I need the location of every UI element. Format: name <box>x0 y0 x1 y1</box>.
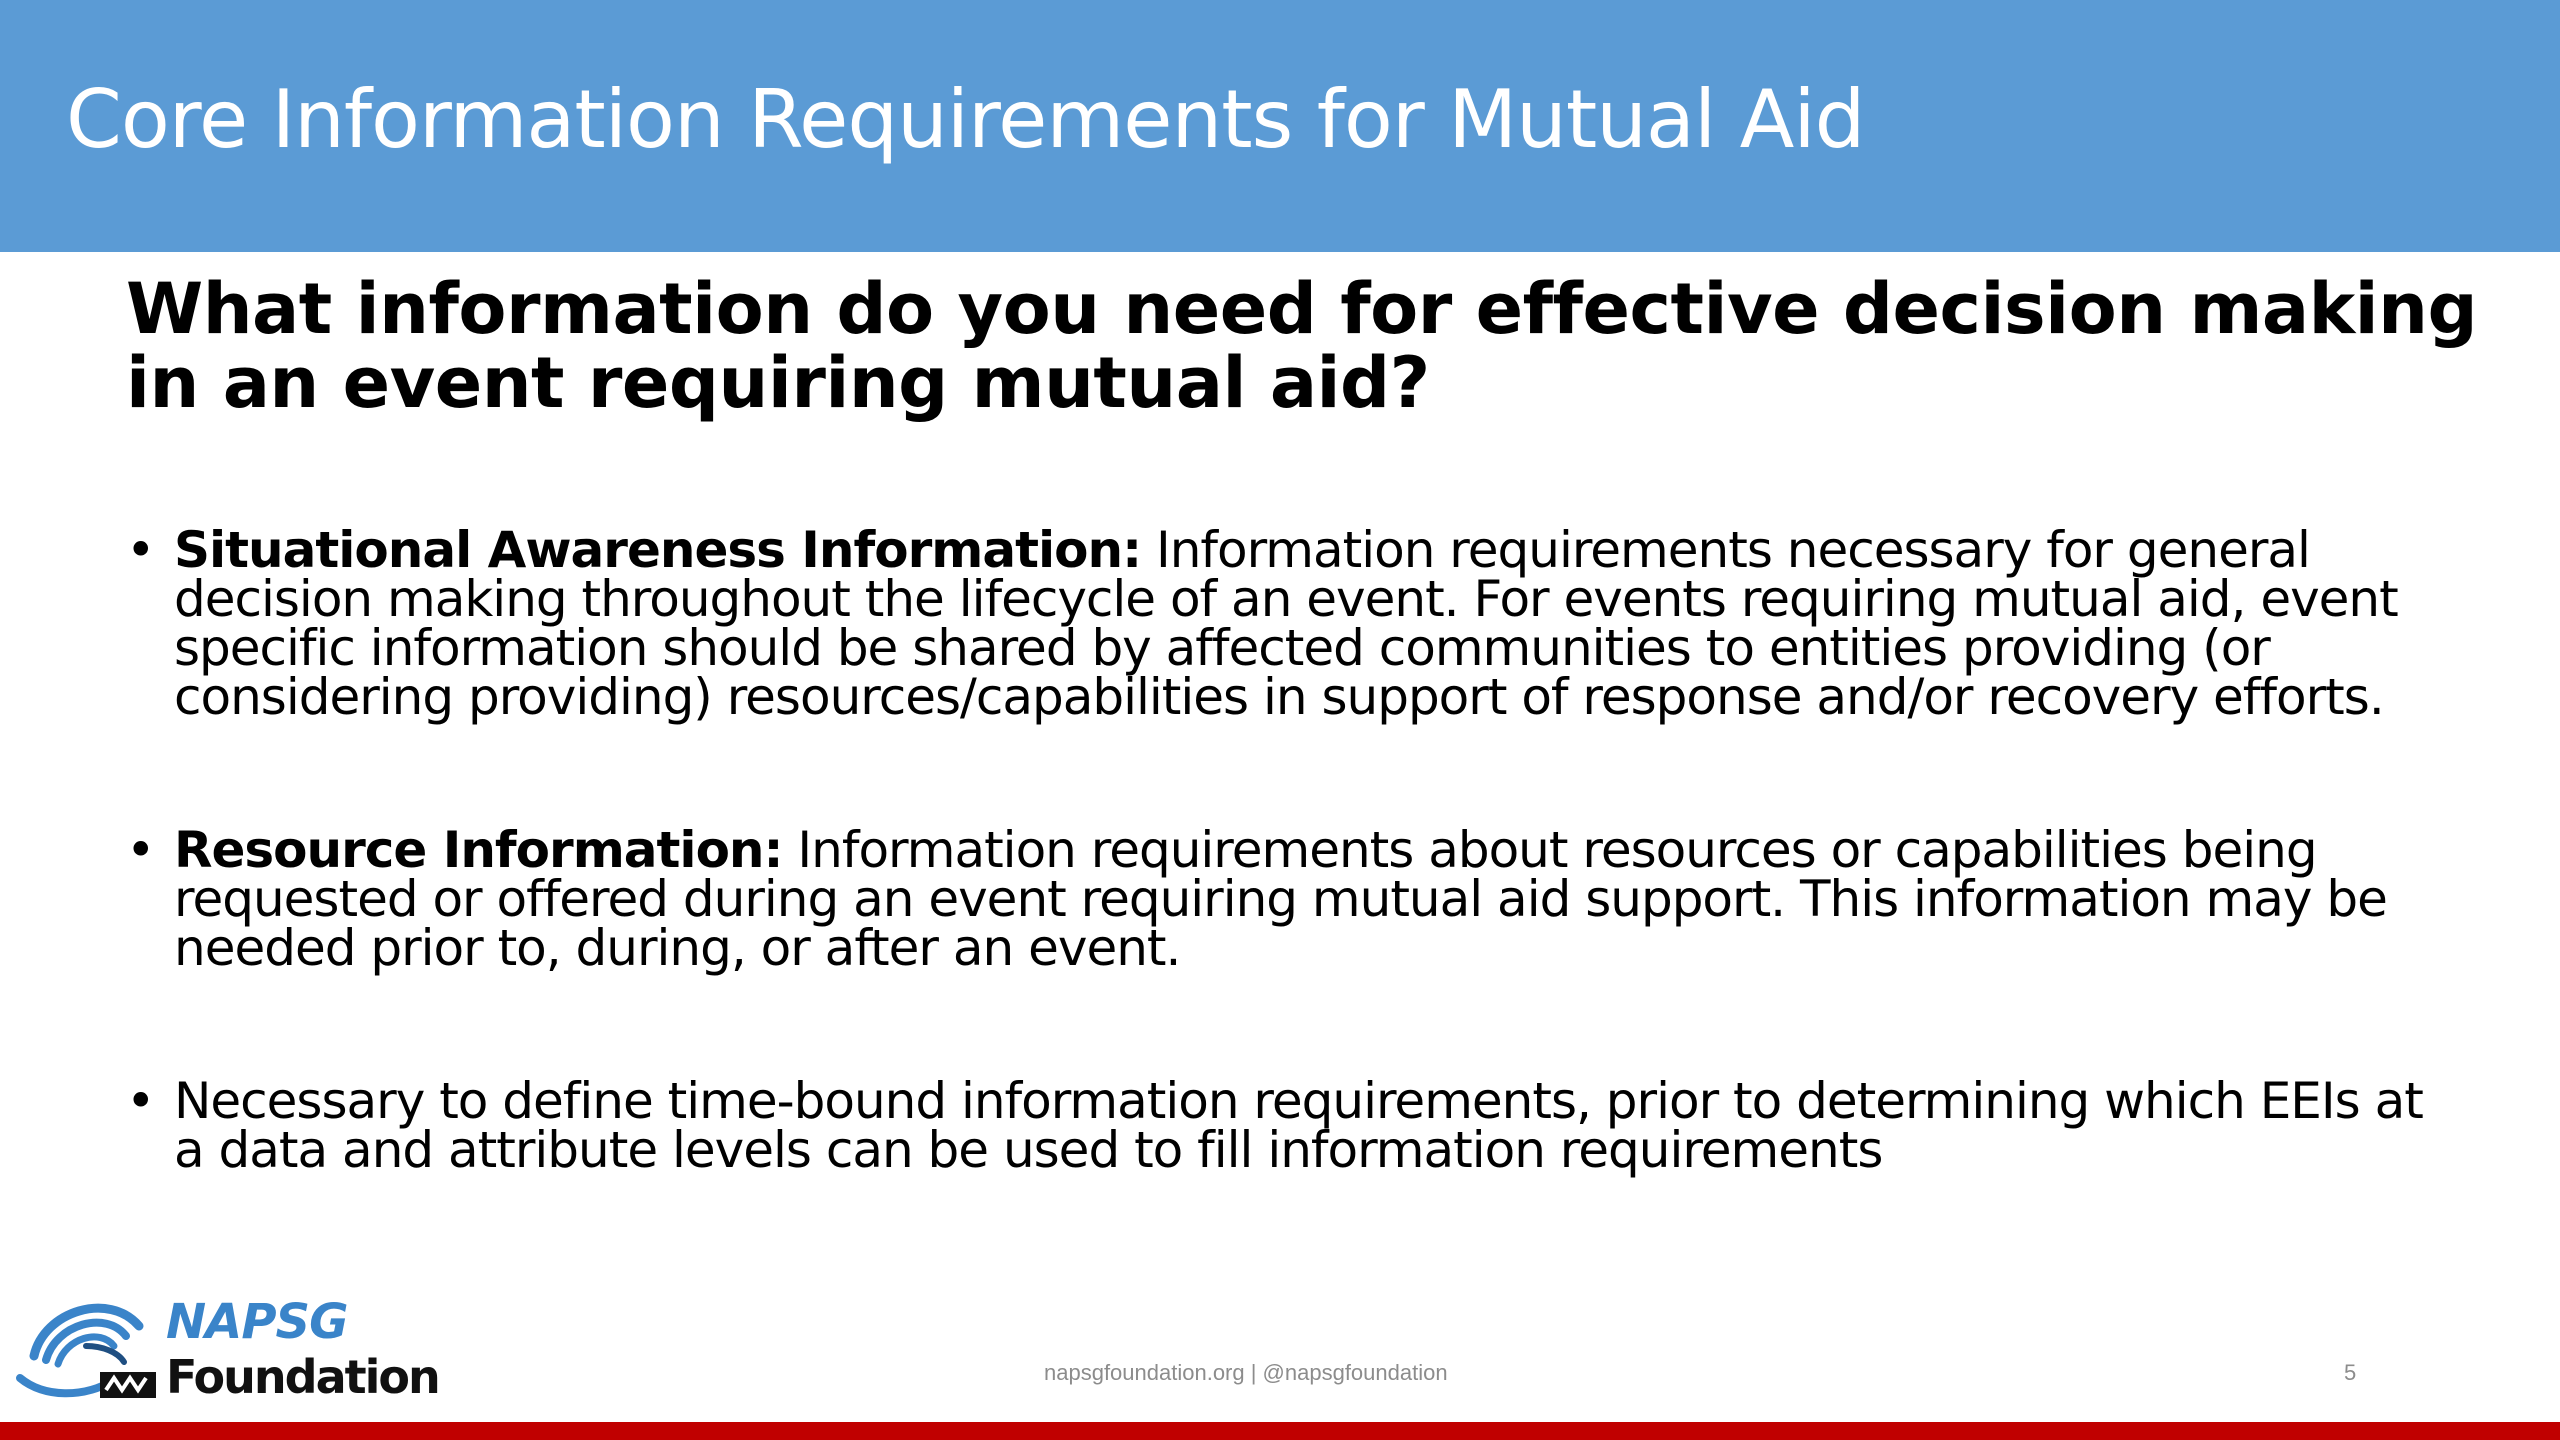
bullet-text: Necessary to define time-bound information requirements, prior to determining which EEIs at a data and attribute levels can be used to fill information requirements <box>174 1072 2423 1179</box>
bullet-dot: • <box>126 1072 155 1130</box>
bullet-item-situational-awareness <box>118 521 2458 726</box>
bullet-list <box>118 521 2458 1179</box>
bottom-rule <box>0 1422 2560 1440</box>
bullet-lead: Situational Awareness Information: <box>174 521 1142 579</box>
footer-website-handle: napsgfoundation.org | @napsgfoundation <box>1044 1360 1448 1385</box>
logo-napsg-text: NAPSG <box>166 1294 348 1350</box>
bullet-dot: • <box>126 521 155 579</box>
slide-question-heading: What information do you need for effective decision making in an event requiring mutual aid? <box>126 268 2478 424</box>
title-bar <box>0 0 2560 252</box>
bullet-lead: Resource Information: <box>174 821 783 879</box>
bullet-item-resource-information <box>118 821 2458 977</box>
bullet-item-time-bound <box>118 1072 2458 1179</box>
bullet-text: Information requirements necessary for general decision making throughout the lifecycle of an event. For events requiring mutual aid, event specific information should be shared by affected communities to entities providing (or considering providing) resources/capabilities in support of response and/or recovery efforts. <box>174 521 2398 726</box>
bullet-dot: • <box>126 821 155 879</box>
napsg-foundation-logo <box>14 1286 439 1406</box>
bullet-text: Information requirements about resources or capabilities being requested or offered during an event requiring mutual aid support. This information may be needed prior to, during, or after an event. <box>174 821 2387 977</box>
slide-page-number: 5 <box>2344 1360 2357 1385</box>
logo-foundation-text: Foundation <box>166 1350 439 1404</box>
slide-title: Core Information Requirements for Mutual Aid <box>66 73 1865 166</box>
napsg-swoosh-logo-icon <box>14 1286 164 1406</box>
